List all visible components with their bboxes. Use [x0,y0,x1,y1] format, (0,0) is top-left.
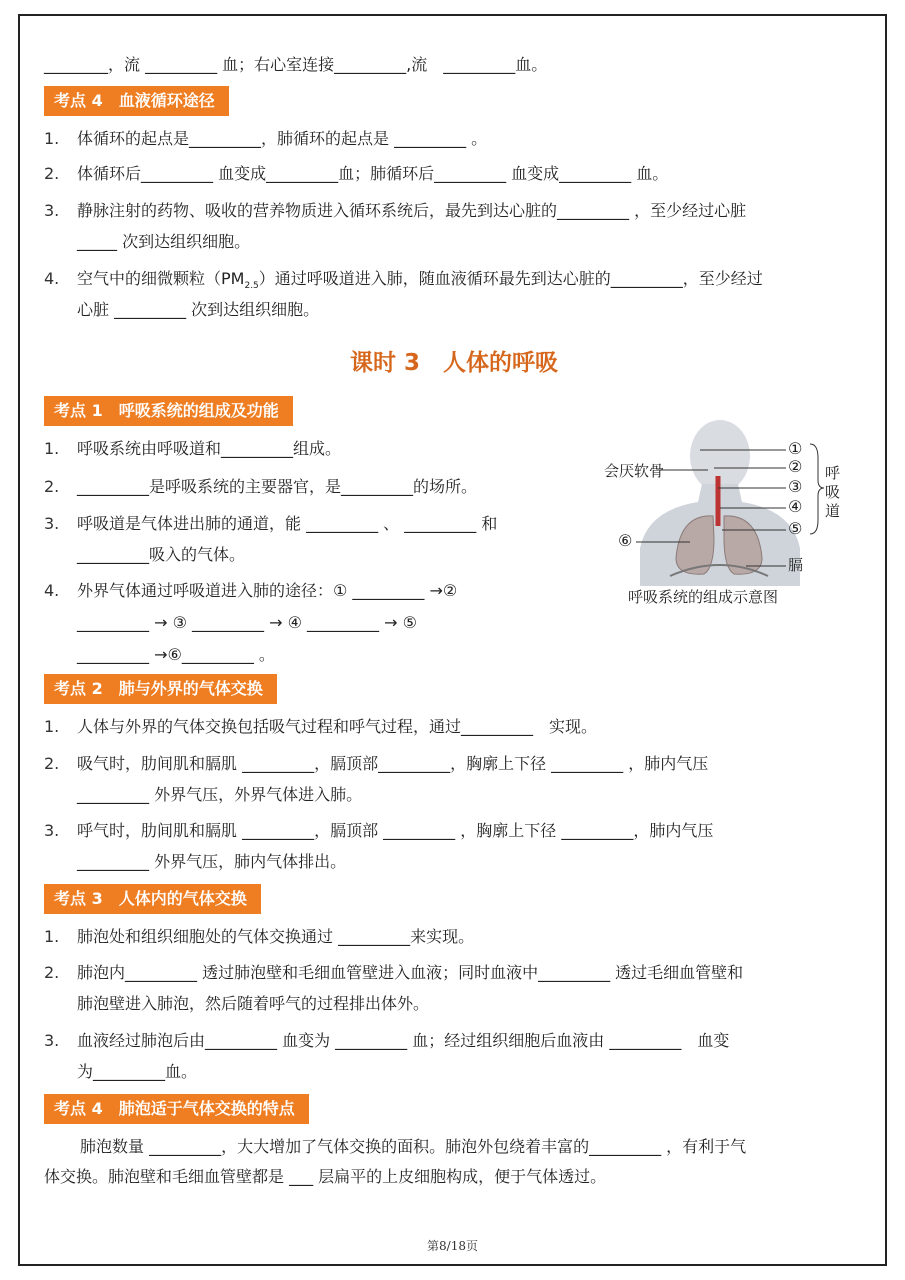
diagram-caption: 呼吸系统的组成示意图 [628,588,779,606]
lesson-title: 课时 3 人体的呼吸 [349,350,558,376]
question-number: 2. [44,164,60,183]
airway-brace [810,444,824,534]
question-number: 3. [44,1031,60,1050]
question-text: 肺泡内_________ 透过肺泡壁和毛细血管壁进入血液；同时血液中_________ 透过毛细血管壁和 [77,963,744,982]
marker-3: ③ [788,477,803,496]
section-tag-lung-external-exchange: 考点 2 肺与外界的气体交换 [44,674,277,704]
question-text-continued: 心脏 _________ 次到达组织细胞。 [77,300,320,319]
section-tag-respiratory-system: 考点 1 呼吸系统的组成及功能 [44,396,293,426]
question-text-continued: _________ 外界气压，外界气体进入肺。 [77,785,363,804]
question-number: 2. [44,963,60,982]
question-text: 体循环的起点是_________，肺循环的起点是 _________ 。 [77,129,488,148]
question-text: 静脉注射的药物、吸收的营养物质进入循环系统后，最先到达心脏的_________ ，至少经过心脏 [77,201,747,220]
question-text: 呼吸道是气体进出肺的通道，能 _________ 、 _________ 和 [77,514,498,533]
question-text: 呼气时，肋间肌和膈肌 _________，膈顶部 _________ ，胸廓上下径 _________，肺内气压 [77,821,714,840]
question-number: 1. [44,129,60,148]
question-number: 4. [44,581,60,600]
question-text-continued: 为_________血。 [77,1062,198,1081]
marker-2: ② [788,457,803,476]
respiratory-diagram-figure [596,418,846,613]
pm-subscript: 2.5 [244,281,259,292]
section-tag-blood-circulation: 考点 4 血液循环途径 [44,86,229,116]
question-number: 3. [44,514,60,533]
question-text: 吸气时，肋间肌和膈肌 _________，膈顶部_________，胸廓上下径 _________ ，肺内气压 [77,754,709,773]
question-text-continued: _____ 次到达组织细胞。 [77,232,251,251]
marker-1: ① [788,439,803,458]
paragraph-line: 肺泡数量 _________，大大增加了气体交换的面积。肺泡外包绕着丰富的_________ ，有利于气 [80,1137,747,1156]
question-number: 1. [44,439,60,458]
marker-4: ④ [788,497,803,516]
question-text: 人体与外界的气体交换包括吸气过程和呼气过程，通过_________ 实现。 [77,717,598,736]
airway-label-char: 道 [825,502,841,520]
respiratory-system-diagram [596,418,846,613]
question-number: 3. [44,821,60,840]
question-number: 2. [44,477,60,496]
marker-6: ⑥ [618,531,633,550]
question-text: 血液经过肺泡后由_________ 血变为 _________ 血；经过组织细胞后血液由 _________ 血变 [77,1031,730,1050]
question-text-continued: 肺泡壁进入肺泡，然后随着呼气的过程排出体外。 [77,994,430,1013]
paragraph-line: 体交换。肺泡壁和毛细血管壁都是 ___ 层扁平的上皮细胞构成，便于气体透过。 [44,1167,607,1186]
question-text-continued: _________ → ③ _________ → ④ _________ → ⑤ [77,613,417,632]
question-text: _________是呼吸系统的主要器官，是_________的场所。 [77,477,478,496]
question-text: 外界气体通过呼吸道进入肺的途径：① _________ →② [77,581,458,600]
epiglottis-label: 会厌软骨 [604,462,665,480]
question-text: 体循环后_________ 血变成_________血；肺循环后_________ 血变成_________ 血。 [77,164,669,183]
question-text-continued: _________ →⑥_________ 。 [77,645,275,664]
question-text-pre: 空气中的细微颗粒（PM [77,269,245,288]
question-text: 肺泡处和组织细胞处的气体交换通过 _________来实现。 [77,927,475,946]
page-number: 第8/18页 [427,1239,478,1253]
section-tag-internal-exchange: 考点 3 人体内的气体交换 [44,884,261,914]
question-text: 呼吸系统由呼吸道和_________组成。 [77,439,342,458]
airway-label-char: 吸 [825,483,841,501]
section-tag-alveoli-features: 考点 4 肺泡适于气体交换的特点 [44,1094,309,1124]
top-line: ________，流 _________ 血；右心室连接_________,流 _________血。 [44,55,548,74]
question-number: 2. [44,754,60,773]
question-text-continued: _________ 外界气压，肺内气体排出。 [77,852,347,871]
question-text-continued: _________吸入的气体。 [77,545,246,564]
question-text [77,268,763,297]
marker-5: ⑤ [788,519,803,538]
question-number: 1. [44,717,60,736]
question-text-post: ）通过呼吸道进入肺，随血液循环最先到达心脏的_________，至少经过 [258,269,763,288]
airway-label-char: 呼 [825,464,841,482]
question-number: 3. [44,201,60,220]
question-number: 4. [44,269,60,288]
diaphragm-label: 膈 [788,556,804,574]
question-number: 1. [44,927,60,946]
